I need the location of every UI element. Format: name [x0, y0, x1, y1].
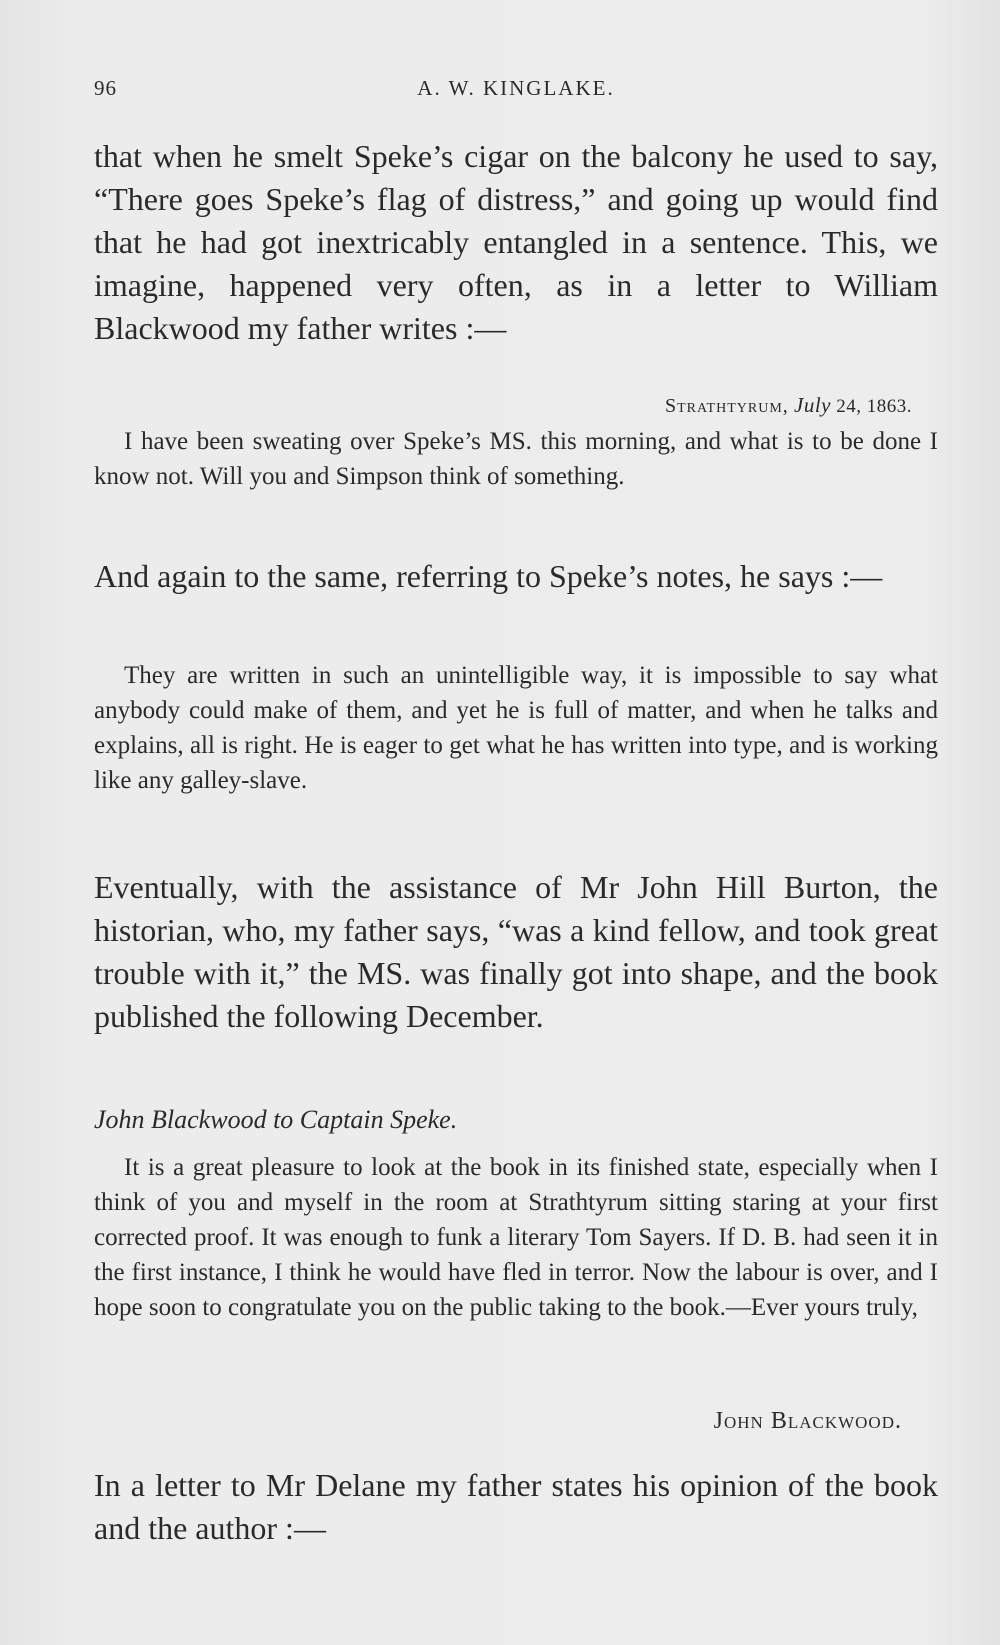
- paragraph-delane: In a letter to Mr Delane my father states his opinion of the book and the author :—: [94, 1467, 938, 1546]
- page-header: [94, 76, 938, 108]
- dateline-month: July: [794, 393, 831, 417]
- dateline-place: Strathtyrum,: [664, 395, 789, 417]
- quote-sweating-over-ms: I have been sweating over Speke’s MS. this morning, and what is to be done I know not. Will you and Simpson think of something.: [94, 428, 938, 490]
- running-title: A. W. KINGLAKE.: [417, 76, 615, 100]
- paragraph-eventually: Eventually, with the assistance of Mr John Hill Burton, the historian, who, my father says, “was a kind fellow, and took great trouble with it,” the MS. was finally got into shape, and the book published the following December.: [94, 869, 938, 1034]
- letter-heading: John Blackwood to Captain Speke.: [94, 1105, 458, 1134]
- quote-unintelligible-notes: They are written in such an unintelligible way, it is impossible to say what anybody could make of them, and yet he is full of matter, and when he talks and explains, all is right. He is eager to get what he has written into type, and is working like any galley-slave.: [94, 662, 938, 794]
- quote-blackwood-letter: It is a great pleasure to look at the book in its finished state, especially when I think of you and myself in the room at Strathtyrum sitting staring at your first corrected proof. It was enough to funk a literary Tom Sayers. If D. B. had seen it in the first instance, I think he would have fled in terror. Now the labour is over, and I hope soon to congratulate you on the public taking to the book.—Ever yours truly,: [94, 1154, 938, 1321]
- paragraph-speke-cigar: that when he smelt Speke’s cigar on the balcony he used to say, “There goes Speke’s flag of distress,” and going up would find that he had got inextricably entangled in a sentence. This, we imagine, happened very often, as in a letter to William Blackwood my father writes :—: [94, 138, 938, 346]
- paragraph-speke-notes: And again to the same, referring to Speke’s notes, he says :—: [94, 558, 883, 594]
- letter-signature: John Blackwood.: [713, 1408, 902, 1434]
- page-number: 96: [94, 76, 117, 100]
- letter-dateline: [665, 393, 912, 418]
- dateline-day-year: 24, 1863.: [836, 396, 912, 417]
